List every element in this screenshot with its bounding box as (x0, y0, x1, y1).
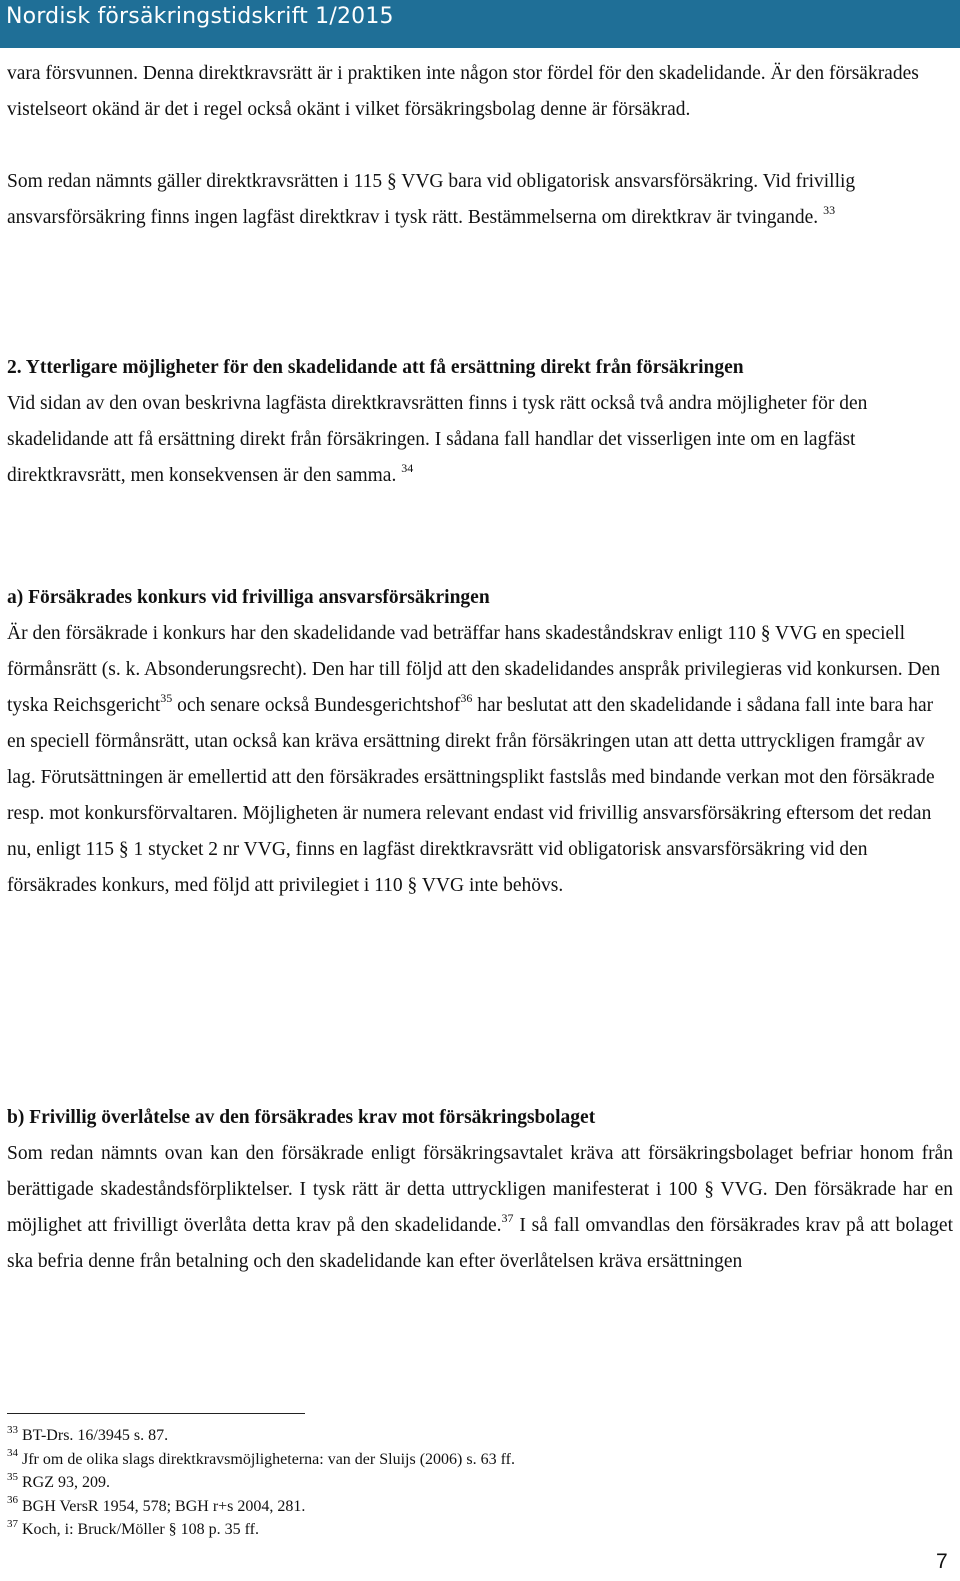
footnote-item (7, 1518, 907, 1542)
paragraph-text: har beslutat att den skadelidande i sådana fall inte bara har en speciell förmånsrätt, utan också kan kräva ersättning direkt från försäkringen utan att detta uttryckligen framgår av lag. Förutsättningen är emellertid att den försäkrades ersättningsplikt fastslås med bindande verkan mot den försäkrade resp. mot konkursförvaltaren. Möjligheten är numera relevant endast vid frivillig ansvarsförsäkring eftersom det redan nu, enligt 115 § 1 stycket 2 nr VVG, finns en lagfäst direktkravsrätt vid obligatorisk ansvarsförsäkring vid den försäkrades konkurs, med följd att privilegiet i 110 § VVG inte behövs. (7, 695, 935, 896)
footnote-ref-37[interactable]: 37 (501, 1210, 514, 1225)
footnote-item (7, 1448, 907, 1472)
footnote-text: Jfr om de olika slags direktkravsmöjligheterna: van der Sluijs (2006) s. 63 ff. (18, 1450, 515, 1468)
footnote-text: BT-Drs. 16/3945 s. 87. (18, 1427, 169, 1444)
footnote-text: Koch, i: Bruck/Möller § 108 p. 35 ff. (18, 1521, 260, 1538)
footnote-text: BGH VersR 1954, 578; BGH r+s 2004, 281. (18, 1497, 306, 1515)
footnote-ref-33[interactable]: 33 (823, 202, 836, 217)
paragraph-text: vara försvunnen. Denna direktkravsrätt är i praktiken inte någon stor fördel för den skadelidande. Är den försäkrades vistelseort okänd är det i regel också okänt i vilket försäkringsbolag denne är försäkrad. (7, 63, 919, 120)
footnote-divider (7, 1413, 305, 1414)
paragraph-direct-claim (7, 164, 953, 236)
paragraph-text: Som redan nämnts ovan kan den försäkrade enligt försäkringsavtalet kräva att försäkringsbolaget befriar honom från berättigade skadeståndsförpliktelser. I tysk rätt är detta uttryckligen manifesterat i 100 § VVG. Den försäkrade har en möjlighet att frivilligt överlåta detta krav på den skadelidande. (7, 1143, 953, 1236)
footnote-item (7, 1424, 907, 1448)
footnote-ref-36[interactable]: 36 (460, 690, 473, 705)
footnote-ref-35[interactable]: 35 (160, 690, 173, 705)
footnote-text: RGZ 93, 209. (18, 1474, 110, 1491)
paragraph-text: Är den försäkrade i konkurs har den skadelidande vad beträffar hans skadeståndskrav enligt 110 § VVG en speciell förmånsrätt (s. k. Absonderungsrecht). Den har till följd att den skadelidandes anspråk privilegieras vid konkursen. Den tyska Reichsgericht (7, 623, 941, 716)
page-number: 7 (936, 1550, 948, 1573)
section-b (7, 1100, 953, 1280)
footnote-number: 35 (7, 1470, 18, 1483)
section-2 (7, 350, 953, 494)
section-a (7, 580, 953, 904)
paragraph-text: I så fall omvandlas den försäkrades krav på att bolaget ska befria denne från betalning och den skadelidande kan efter överlåtelsen kräva ersättningen (7, 1215, 953, 1272)
footnote-item (7, 1471, 907, 1495)
footnote-number: 34 (7, 1447, 18, 1460)
section-heading: b) Frivillig överlåtelse av den försäkrades krav mot försäkringsbolaget (7, 1107, 596, 1128)
footnote-ref-34[interactable]: 34 (401, 460, 414, 475)
section-heading: a) Försäkrades konkurs vid frivilliga ansvarsförsäkringen (7, 587, 490, 608)
footnote-number: 37 (7, 1517, 18, 1530)
footnote-number: 36 (7, 1494, 18, 1507)
footnote-number: 33 (7, 1423, 18, 1436)
section-heading: 2. Ytterligare möjligheter för den skadelidande att få ersättning direkt från försäkringen (7, 357, 744, 378)
paragraph-intro (7, 56, 953, 128)
footnote-item (7, 1495, 907, 1519)
paragraph-text: och senare också Bundesgerichtshof (172, 695, 461, 716)
footnotes (7, 1424, 907, 1542)
paragraph-text: Vid sidan av den ovan beskrivna lagfästa direktkravsrätten finns i tysk rätt också två andra möjligheter för den skadelidande att få ersättning direkt från försäkringen. I sådana fall handlar det visserligen inte om en lagfäst direktkravsrätt, men konsekvensen är den samma. (7, 393, 868, 486)
journal-title: Nordisk försäkringstidskrift 1/2015 (6, 4, 394, 29)
journal-header-bar (0, 0, 960, 48)
paragraph-text: Som redan nämnts gäller direktkravsrätten i 115 § VVG bara vid obligatorisk ansvarsförsäkring. Vid frivillig ansvarsförsäkring finns ingen lagfäst direktkrav i tysk rätt. Bestämmelserna om direktkrav är tvingande. (7, 171, 856, 228)
